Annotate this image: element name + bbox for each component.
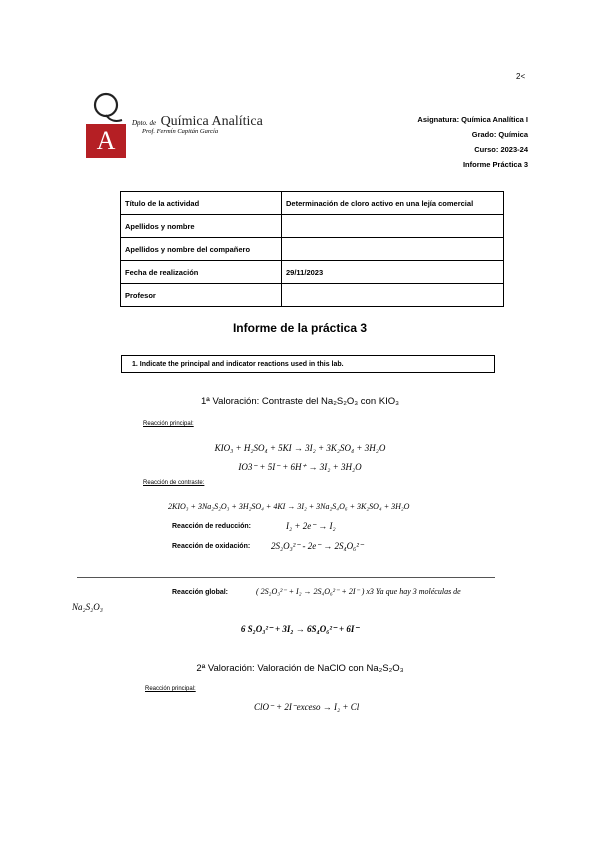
reduction-eq: I₂ + 2e⁻ → I₂	[286, 521, 336, 531]
logo-subtitle: Prof. Fermín Capitán García	[142, 128, 219, 135]
principal-label-2: Reacción principal:	[145, 686, 196, 692]
row-value	[282, 215, 504, 238]
row-value	[282, 284, 504, 307]
reduction-label: Reacción de reducción:	[172, 523, 251, 530]
table-row	[121, 284, 504, 307]
report-title: Informe de la práctica 3	[232, 321, 368, 335]
oxidation-eq: 2S₂O₃²⁻ - 2e⁻ → 2S₄O₆²⁻	[271, 541, 364, 551]
principal-label: Reacción principal:	[143, 421, 194, 427]
info-table	[120, 191, 504, 307]
row-label: Profesor	[121, 284, 282, 307]
page-number: 2<	[516, 72, 526, 81]
contrast-eq: 2KIO₃ + 3Na₂S₂O₃ + 3H₂SO₄ + 4KI → 3I₂ + 3Na₂S₄O₆ + 3K₂SO₄ + 3H₂O	[168, 502, 410, 511]
global-eq-cont: Na₂S₂O₃	[72, 602, 103, 612]
course-info	[417, 112, 528, 172]
row-value: 29/11/2023	[282, 261, 504, 284]
section2-title: 2ª Valoración: Valoración de NaClO con Na₂S₂O₃	[196, 663, 404, 674]
table-row	[121, 238, 504, 261]
section1-title: 1ª Valoración: Contraste del Na₂S₂O₃ con KIO₃	[201, 396, 399, 407]
logo-letter-a: A	[96, 126, 116, 155]
q-logo-icon	[86, 88, 126, 126]
principal-eq-1: KIO₃ + H₂SO₄ + 5KI → 3I₂ + 3K₂SO₄ + 3H₂O	[214, 443, 386, 453]
section2-eq: ClO⁻ + 2I⁻exceso → I₂ + Cl	[254, 702, 360, 712]
row-label: Fecha de realización	[121, 261, 282, 284]
course-year: Curso: 2023-24	[474, 145, 528, 154]
oxidation-label: Reacción de oxidación:	[172, 543, 251, 550]
course-degree: Grado: Química	[471, 130, 528, 139]
row-label: Apellidos y nombre del compañero	[121, 238, 282, 261]
logo-name: Química Analítica	[160, 114, 263, 129]
course-subject: Asignatura: Química Analítica I	[417, 115, 528, 124]
department-logo	[86, 88, 263, 158]
row-label: Título de la actividad	[121, 192, 282, 215]
row-value: Determinación de cloro activo en una lejía comercial	[282, 192, 504, 215]
table-row	[121, 261, 504, 284]
logo-dept: Dpto. de	[132, 119, 157, 127]
global-label: Reacción global:	[172, 589, 229, 596]
table-row	[121, 215, 504, 238]
row-label: Apellidos y nombre	[121, 215, 282, 238]
contrast-label: Reacción de contraste:	[143, 480, 205, 486]
divider	[77, 577, 495, 578]
course-report: Informe Práctica 3	[462, 160, 528, 169]
final-eq: 6 S₂O₃²⁻ + 3I₂ → 6S₄O₆²⁻ + 6I⁻	[240, 624, 360, 634]
global-eq: ( 2S₂O₃²⁻ + I₂ → 2S₄O₆²⁻ + 2I⁻ ) x3 Ya que hay 3 moléculas de	[256, 587, 461, 596]
question-box: 1. Indicate the principal and indicator reactions used in this lab.	[121, 355, 495, 373]
table-row	[121, 192, 504, 215]
principal-eq-2: IO3⁻ + 5I⁻ + 6H⁺ → 3I₂ + 3H₂O	[238, 462, 362, 472]
row-value	[282, 238, 504, 261]
